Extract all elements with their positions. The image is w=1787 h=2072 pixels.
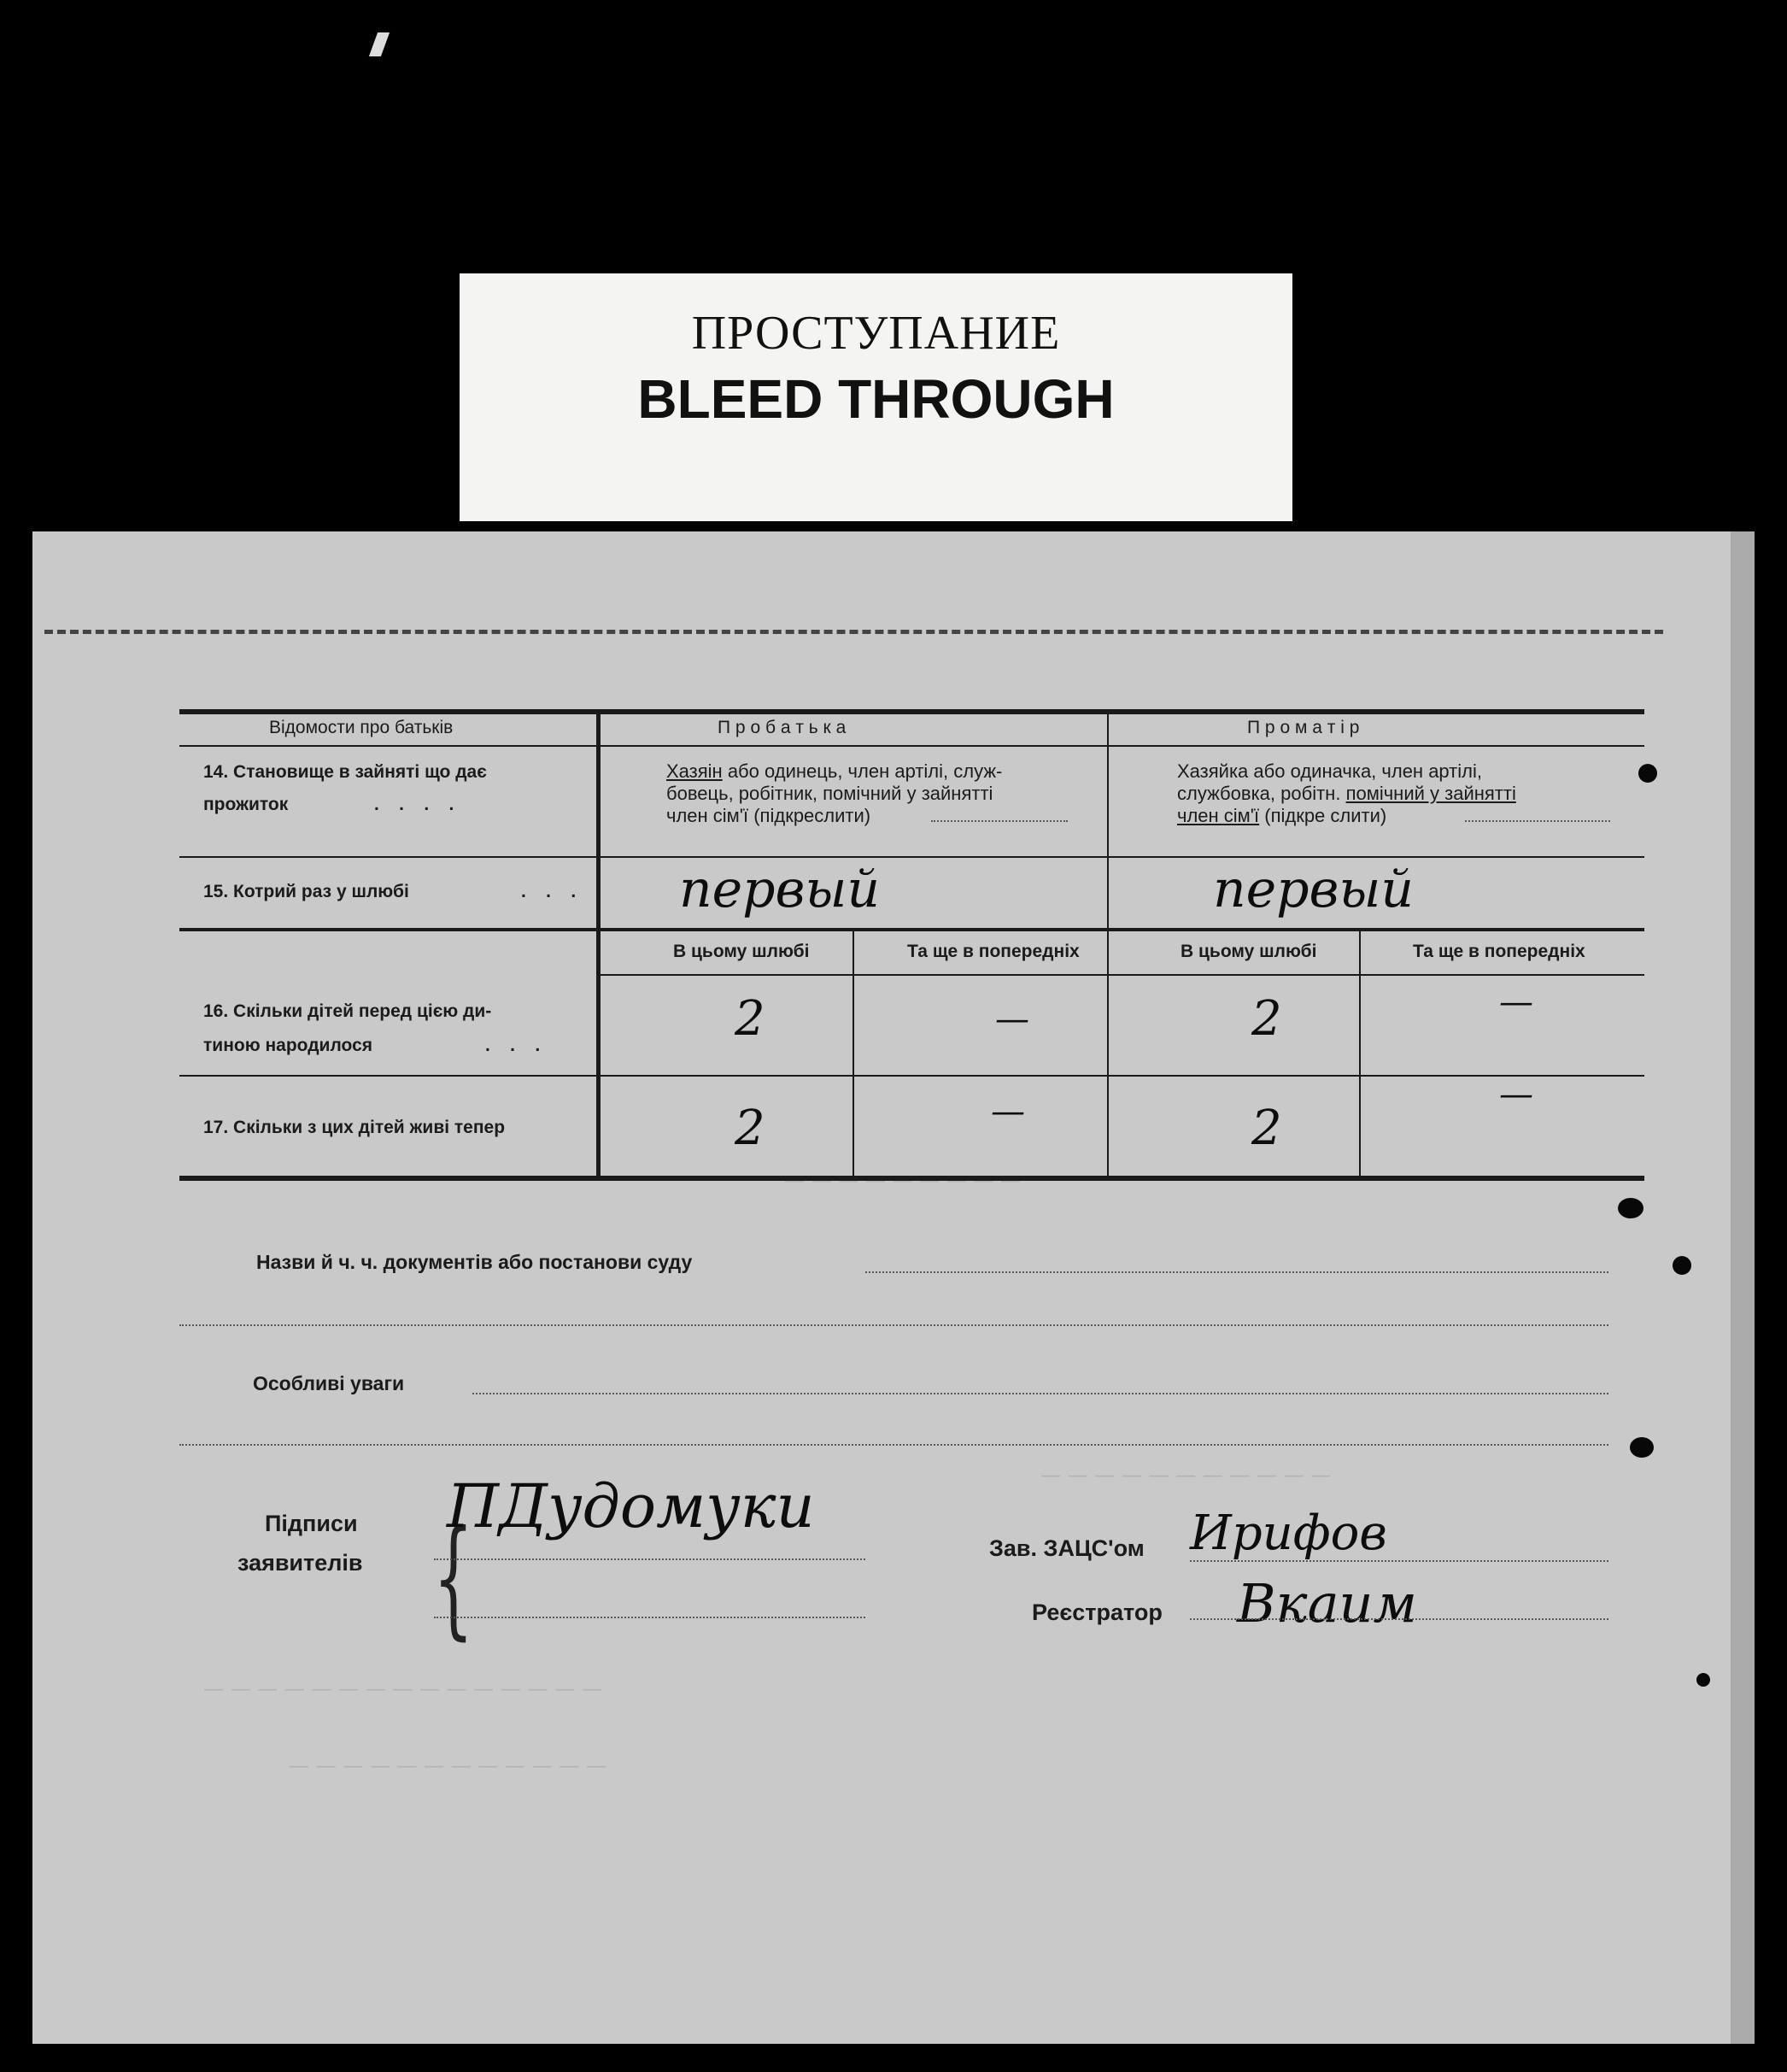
zags-head-label: Зав. ЗАЦС'ом: [989, 1535, 1145, 1561]
father-occupation-underlined: Хазяін: [666, 760, 723, 782]
remarks-fill-2: [179, 1444, 1608, 1446]
remarks-label: Особливі уваги: [253, 1372, 405, 1394]
table-rule: [1107, 709, 1109, 1181]
registrar-signature: Вкаим: [1237, 1572, 1417, 1635]
row14-mother-line2: [1177, 783, 1516, 805]
applicants-signatures-label: Підписи: [265, 1511, 358, 1536]
applicant-signature: ПДудомуки: [447, 1471, 815, 1541]
target-label-english: BLEED THROUGH: [637, 368, 1115, 430]
applicants-signatures-label-cont: заявителів: [237, 1550, 363, 1576]
table-rule: [1359, 928, 1361, 1181]
target-label-russian: ПРОСТУПАНИЕ: [691, 307, 1061, 360]
row14-label: 14. Становище в зайняті що дає: [203, 762, 487, 782]
row14-mother-line1: Хазяйка або одиначка, член артілі,: [1177, 760, 1482, 782]
row14-mother-line3: [1177, 805, 1386, 827]
applicant-sign-line: [434, 1558, 865, 1560]
father-occupation-rest: або одинець, член артілі, служ-: [722, 760, 1003, 782]
row15-mother-handwritten: первый: [1213, 860, 1414, 919]
row17-mother-previous: —: [1499, 1075, 1533, 1114]
table-rule: [596, 709, 601, 1181]
mother-family-text: (підкре слити): [1259, 805, 1387, 826]
bleed-through-target-card: [460, 273, 1292, 521]
subheader-mother-current: В цьому шлюбі: [1181, 942, 1317, 961]
row17-mother-current: 2: [1251, 1101, 1282, 1156]
applicants-brace: {: [432, 1504, 474, 1652]
row16-father-previous: —: [995, 1000, 1029, 1039]
row14-father-line3: член сім'ї (підкреслити): [666, 805, 871, 826]
row17-father-previous: —: [991, 1092, 1025, 1131]
subheader-mother-previous: Та ще в попередніх: [1413, 942, 1585, 961]
subheader-father-previous: Та ще в попередніх: [907, 942, 1080, 961]
scan-speck: [369, 32, 390, 56]
row16-father-current: 2: [735, 991, 765, 1047]
row14-label-cont: прожиток: [203, 795, 289, 814]
row16-mother-previous: —: [1499, 983, 1533, 1022]
table-rule: [600, 974, 1644, 976]
bleed-through-ghost-text: — — — — — — — — — — —: [1040, 1463, 1332, 1487]
table-rule: [179, 745, 1644, 747]
remarks-fill: [472, 1393, 1608, 1394]
header-about-mother: П р о м а т і р: [1247, 718, 1360, 737]
row15-father-handwritten: первый: [679, 860, 880, 919]
bleed-through-ghost-text: — — — — — — — — — — — — — — —: [203, 1676, 602, 1700]
punch-hole: [1618, 1198, 1643, 1218]
table-rule: [179, 709, 1644, 714]
row16-mother-current: 2: [1251, 991, 1282, 1047]
row14-mother-fill: [1465, 820, 1610, 822]
zags-head-line: [1190, 1560, 1608, 1562]
zags-head-signature: Ирифов: [1190, 1506, 1387, 1561]
table-rule: [179, 856, 1644, 858]
perforation-line: [44, 630, 1663, 634]
row16-dots: . . .: [485, 1036, 541, 1055]
row15-dots: . . .: [521, 882, 577, 901]
registrar-line: [1190, 1618, 1608, 1620]
table-rule: [852, 928, 854, 1181]
punch-hole: [1638, 764, 1657, 783]
registrar-label: Реєстратор: [1032, 1599, 1163, 1625]
punch-hole: [1673, 1256, 1691, 1275]
subheader-father-current: В цьому шлюбі: [673, 942, 810, 961]
row14-father-fill: [931, 820, 1068, 822]
parents-info-table: [179, 709, 1644, 1181]
mother-occupation-text: службовка, робітн.: [1177, 783, 1346, 804]
row17-father-current: 2: [735, 1101, 765, 1156]
punch-hole: [1696, 1673, 1710, 1687]
documents-fill-2: [179, 1324, 1608, 1326]
row15-label: 15. Котрий раз у шлюбі: [203, 882, 409, 901]
documents-fill: [865, 1271, 1608, 1273]
row14-father-line1: [666, 760, 1002, 783]
bleed-through-ghost-text: — — — — — — — — — — — —: [289, 1753, 606, 1777]
documents-label: Назви й ч. ч. документів або постанови суду: [256, 1251, 693, 1273]
header-about-father: П р о б а т ь к а: [718, 718, 847, 737]
punch-hole: [1630, 1437, 1654, 1458]
form-sheet: [32, 531, 1731, 2044]
sheet-edge: [1731, 531, 1755, 2044]
row14-dots: . . . .: [374, 795, 454, 814]
row17-label: 17. Скільки з цих дітей живі тепер: [203, 1118, 506, 1137]
row14-father-line2: бовець, робітник, помічний у зайнятті: [666, 783, 993, 804]
applicant-sign-line-2: [434, 1617, 865, 1618]
mother-family-underlined: член сім'ї: [1177, 805, 1260, 826]
row16-label-cont: тиною народилося: [203, 1036, 373, 1055]
table-rule: [179, 1075, 1644, 1077]
mother-occupation-underlined: помічний у зайнятті: [1345, 783, 1516, 804]
header-parents-info: Відомости про батьків: [269, 718, 454, 737]
table-rule: [179, 928, 1644, 931]
row16-label: 16. Скільки дітей перед цією ди-: [203, 1001, 492, 1021]
table-rule: [179, 1176, 1644, 1181]
